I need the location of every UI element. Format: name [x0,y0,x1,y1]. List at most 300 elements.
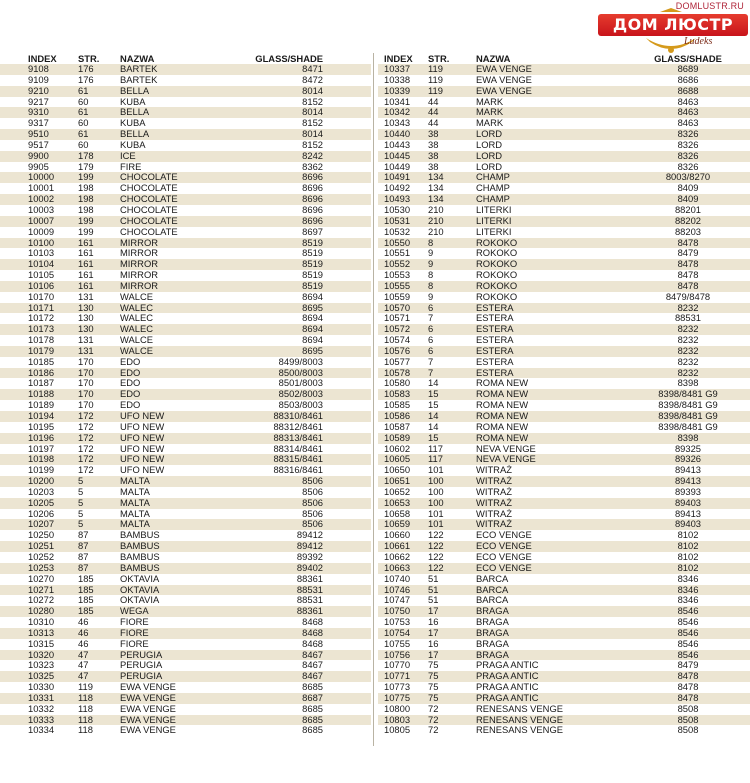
cell-index: 10771 [378,671,428,682]
cell-str: 5 [78,476,120,487]
header-index: INDEX [378,53,428,64]
cell-str: 44 [428,118,476,129]
cell-nazwa: CHOCOLATE [120,216,238,227]
table-row [378,725,750,736]
table-row [378,378,750,389]
cell-index: 10172 [0,313,78,324]
cell-glass: 8479/8478 [626,292,750,303]
table-row [0,238,371,249]
cell-nazwa: BARTEK [120,75,238,86]
cell-nazwa: ESTERA [476,346,626,357]
cell-str: 75 [428,671,476,682]
cell-nazwa: RENESANS VENGE [476,704,626,715]
table-row [0,574,371,585]
cell-str: 134 [428,172,476,183]
cell-glass: 8326 [626,140,750,151]
cell-nazwa: BELLA [120,107,238,118]
table-header-row [378,53,750,64]
cell-str: 17 [428,606,476,617]
table-row [378,64,750,75]
cell-index: 10272 [0,595,78,606]
table-row [0,595,371,606]
cell-index: 10602 [378,444,428,455]
cell-nazwa: ROMA NEW [476,378,626,389]
cell-index: 10337 [378,64,428,75]
cell-str: 8 [428,238,476,249]
cell-str: 9 [428,292,476,303]
cell-str: 47 [78,660,120,671]
cell-glass: 8003/8270 [626,172,750,183]
cell-glass: 8519 [238,238,371,249]
table-row [378,162,750,173]
cell-str: 51 [428,574,476,585]
cell-index: 10103 [0,248,78,259]
brand-name: ДОМ ЛЮСТР [598,14,748,36]
cell-index: 10207 [0,519,78,530]
cell-nazwa: BARCA [476,585,626,596]
cell-nazwa: UFO NEW [120,422,238,433]
header-glass: GLASS/SHADE [626,53,750,64]
cell-nazwa: OKTAVIA [120,595,238,606]
cell-nazwa: ROKOKO [476,281,626,292]
table-row [0,498,371,509]
cell-index: 10747 [378,595,428,606]
table-row [378,628,750,639]
table-row [0,205,371,216]
cell-str: 130 [78,313,120,324]
cell-nazwa: NEVA VENGE [476,444,626,455]
cell-index: 10605 [378,454,428,465]
table-row [0,585,371,596]
cell-str: 87 [78,563,120,574]
cell-index: 10170 [0,292,78,303]
cell-str: 172 [78,433,120,444]
cell-nazwa: ROMA NEW [476,433,626,444]
cell-str: 131 [78,346,120,357]
cell-nazwa: MALTA [120,509,238,520]
cell-str: 170 [78,389,120,400]
table-row [378,194,750,205]
cell-nazwa: ESTERA [476,324,626,335]
cell-glass: 8519 [238,281,371,292]
cell-index: 9108 [0,64,78,75]
cell-index: 10576 [378,346,428,357]
cell-str: 100 [428,498,476,509]
cell-glass: 8232 [626,303,750,314]
table-row [378,574,750,585]
table-row [378,530,750,541]
cell-glass: 8508 [626,715,750,726]
cell-str: 5 [78,498,120,509]
table-row [378,487,750,498]
cell-str: 119 [428,75,476,86]
cell-nazwa: WITRAŻ [476,476,626,487]
cell-nazwa: CHOCOLATE [120,227,238,238]
cell-glass: 88531 [238,585,371,596]
table-row [378,281,750,292]
cell-index: 10195 [0,422,78,433]
cell-nazwa: ECO VENGE [476,552,626,563]
cell-index: 10106 [0,281,78,292]
cell-nazwa: ECO VENGE [476,530,626,541]
cell-nazwa: BARTEK [120,64,238,75]
cell-str: 118 [78,715,120,726]
cell-nazwa: MARK [476,97,626,108]
cell-glass: 8508 [626,704,750,715]
cell-nazwa: CHAMP [476,183,626,194]
table-row [0,368,371,379]
cell-str: 122 [428,541,476,552]
cell-nazwa: WALEC [120,324,238,335]
cell-glass: 8695 [238,346,371,357]
cell-index: 10572 [378,324,428,335]
cell-str: 122 [428,530,476,541]
cell-glass: 8014 [238,86,371,97]
table-row [378,227,750,238]
cell-str: 122 [428,563,476,574]
cell-index: 10577 [378,357,428,368]
table-row [378,541,750,552]
cell-glass: 8409 [626,183,750,194]
cell-index: 10555 [378,281,428,292]
cell-nazwa: PRAGA ANTIC [476,682,626,693]
cell-nazwa: BAMBUS [120,541,238,552]
cell-str: 172 [78,422,120,433]
cell-glass: 8479 [626,248,750,259]
cell-index: 10660 [378,530,428,541]
cell-glass: 8152 [238,118,371,129]
cell-index: 10196 [0,433,78,444]
table-row [378,519,750,530]
cell-glass: 8346 [626,574,750,585]
cell-str: 179 [78,162,120,173]
cell-index: 10750 [378,606,428,617]
cell-index: 10007 [0,216,78,227]
table-row [378,411,750,422]
cell-glass: 8685 [238,704,371,715]
cell-index: 10803 [378,715,428,726]
cell-index: 10333 [0,715,78,726]
cell-nazwa: KUBA [120,118,238,129]
table-row [0,650,371,661]
cell-str: 61 [78,107,120,118]
cell-str: 117 [428,444,476,455]
cell-str: 5 [78,519,120,530]
cell-glass: 89413 [626,465,750,476]
table-row [0,628,371,639]
cell-nazwa: ESTERA [476,357,626,368]
cell-nazwa: MARK [476,118,626,129]
table-row [378,660,750,671]
table-row [378,86,750,97]
cell-nazwa: MALTA [120,519,238,530]
cell-index: 10754 [378,628,428,639]
cell-str: 198 [78,183,120,194]
table-row [378,585,750,596]
table-row [0,660,371,671]
table-row [0,172,371,183]
cell-glass: 8409 [626,194,750,205]
cell-index: 10552 [378,259,428,270]
table-row [378,75,750,86]
table-row [0,281,371,292]
cell-nazwa: WEGA [120,606,238,617]
cell-nazwa: BAMBUS [120,530,238,541]
table-row [0,270,371,281]
cell-index: 10009 [0,227,78,238]
cell-str: 134 [428,183,476,194]
cell-glass: 8685 [238,715,371,726]
cell-index: 10310 [0,617,78,628]
cell-glass: 8232 [626,357,750,368]
cell-index: 10252 [0,552,78,563]
table-row [0,704,371,715]
cell-nazwa: EDO [120,400,238,411]
table-row [378,97,750,108]
table-row [378,552,750,563]
cell-glass: 8398/8481 G9 [626,389,750,400]
table-row [378,270,750,281]
cell-glass: 88201 [626,205,750,216]
cell-index: 10178 [0,335,78,346]
cell-nazwa: CHAMP [476,172,626,183]
cell-index: 10313 [0,628,78,639]
cell-index: 10331 [0,693,78,704]
cell-str: 14 [428,411,476,422]
table-row [378,476,750,487]
cell-glass: 8694 [238,292,371,303]
table-row [0,411,371,422]
cell-nazwa: ESTERA [476,303,626,314]
cell-glass: 8688 [626,86,750,97]
catalog-table-right [378,53,750,736]
table-row [0,140,371,151]
table-row [378,303,750,314]
cell-glass: 88202 [626,216,750,227]
table-row [0,682,371,693]
cell-index: 10493 [378,194,428,205]
cell-str: 119 [428,86,476,97]
cell-nazwa: EWA VENGE [476,75,626,86]
table-row [0,444,371,455]
cell-index: 10003 [0,205,78,216]
cell-glass: 8478 [626,259,750,270]
cell-str: 130 [78,324,120,335]
header-str: STR. [428,53,476,64]
cell-nazwa: MALTA [120,476,238,487]
cell-glass: 8102 [626,541,750,552]
cell-index: 10661 [378,541,428,552]
cell-index: 9310 [0,107,78,118]
cell-nazwa: LITERKI [476,205,626,216]
cell-index: 10746 [378,585,428,596]
cell-glass: 8546 [626,606,750,617]
cell-glass: 8467 [238,671,371,682]
cell-index: 10330 [0,682,78,693]
cell-nazwa: RENESANS VENGE [476,725,626,736]
cell-nazwa: EDO [120,378,238,389]
table-row [378,205,750,216]
cell-nazwa: PRAGA ANTIC [476,671,626,682]
cell-index: 10651 [378,476,428,487]
table-row [378,704,750,715]
cell-glass: 89402 [238,563,371,574]
cell-str: 122 [428,552,476,563]
cell-index: 10658 [378,509,428,520]
cell-str: 8 [428,281,476,292]
table-row [0,183,371,194]
cell-glass: 8694 [238,313,371,324]
cell-index: 10173 [0,324,78,335]
cell-index: 10270 [0,574,78,585]
cell-str: 185 [78,585,120,596]
cell-str: 87 [78,541,120,552]
cell-glass: 8546 [626,628,750,639]
table-row [378,606,750,617]
cell-glass: 8696 [238,194,371,205]
table-row [378,183,750,194]
cell-nazwa: LITERKI [476,216,626,227]
cell-str: 16 [428,617,476,628]
table-row [0,541,371,552]
cell-glass: 8232 [626,324,750,335]
cell-glass: 8694 [238,335,371,346]
site-url[interactable]: DOMLUSTR.RU [675,1,744,11]
table-row [378,444,750,455]
header-glass: GLASS/SHADE [238,53,371,64]
cell-str: 101 [428,519,476,530]
cell-index: 10583 [378,389,428,400]
cell-index: 10653 [378,498,428,509]
cell-nazwa: EWA VENGE [120,682,238,693]
table-row [378,389,750,400]
cell-nazwa: KUBA [120,140,238,151]
cell-nazwa: RENESANS VENGE [476,715,626,726]
cell-index: 10770 [378,660,428,671]
table-row [378,313,750,324]
cell-str: 9 [428,259,476,270]
cell-index: 10342 [378,107,428,118]
cell-nazwa: ECO VENGE [476,541,626,552]
cell-index: 10491 [378,172,428,183]
table-row [0,454,371,465]
cell-str: 75 [428,660,476,671]
cell-nazwa: OKTAVIA [120,585,238,596]
cell-glass: 88531 [626,313,750,324]
cell-index: 10253 [0,563,78,574]
cell-str: 60 [78,118,120,129]
cell-str: 6 [428,324,476,335]
cell-index: 10105 [0,270,78,281]
cell-glass: 8500/8003 [238,368,371,379]
cell-str: 178 [78,151,120,162]
table-body-left [0,64,371,736]
cell-glass: 8472 [238,75,371,86]
cell-glass: 8508 [626,725,750,736]
table-row [378,465,750,476]
table-row [0,324,371,335]
cell-glass: 88361 [238,606,371,617]
table-row [378,259,750,270]
cell-index: 9109 [0,75,78,86]
cell-str: 15 [428,400,476,411]
cell-nazwa: LORD [476,129,626,140]
cell-index: 10589 [378,433,428,444]
table-body-right [378,64,750,736]
cell-glass: 8232 [626,335,750,346]
cell-str: 44 [428,107,476,118]
table-row [378,433,750,444]
cell-nazwa: BRAGA [476,606,626,617]
cell-str: 72 [428,715,476,726]
table-row [378,140,750,151]
cell-glass: 8398/8481 G9 [626,422,750,433]
cell-glass: 8014 [238,129,371,140]
cell-nazwa: ESTERA [476,368,626,379]
cell-index: 10805 [378,725,428,736]
cell-nazwa: ESTERA [476,335,626,346]
brand-logo[interactable] [594,8,748,56]
table-row [0,97,371,108]
cell-glass: 8398 [626,378,750,389]
cell-glass: 8102 [626,530,750,541]
cell-str: 7 [428,357,476,368]
cell-glass: 8687 [238,693,371,704]
table-row [378,682,750,693]
cell-glass: 88310/8461 [238,411,371,422]
cell-str: 87 [78,530,120,541]
table-row [378,498,750,509]
cell-nazwa: EWA VENGE [120,704,238,715]
table-row [378,129,750,140]
cell-glass: 8696 [238,172,371,183]
cell-glass: 8478 [626,693,750,704]
cell-index: 10332 [0,704,78,715]
cell-nazwa: MALTA [120,487,238,498]
cell-index: 10652 [378,487,428,498]
table-row [0,75,371,86]
cell-str: 170 [78,378,120,389]
cell-str: 172 [78,444,120,455]
cell-glass: 8501/8003 [238,378,371,389]
cell-nazwa: WITRAŻ [476,465,626,476]
cell-str: 210 [428,227,476,238]
cell-str: 14 [428,422,476,433]
table-header-row [0,53,371,64]
cell-glass: 8326 [626,151,750,162]
cell-nazwa: BRAGA [476,639,626,650]
cell-nazwa: MIRROR [120,238,238,249]
cell-nazwa: ROKOKO [476,248,626,259]
cell-glass: 8232 [626,368,750,379]
table-row [0,346,371,357]
cell-glass: 8362 [238,162,371,173]
cell-str: 101 [428,509,476,520]
cell-nazwa: EWA VENGE [120,693,238,704]
cell-glass: 8467 [238,660,371,671]
cell-index: 10341 [378,97,428,108]
cell-str: 185 [78,595,120,606]
cell-str: 161 [78,259,120,270]
cell-str: 60 [78,97,120,108]
cell-nazwa: EWA VENGE [476,86,626,97]
cell-glass: 8506 [238,519,371,530]
cell-str: 6 [428,346,476,357]
cell-nazwa: KUBA [120,97,238,108]
table-row [378,216,750,227]
cell-nazwa: WALCE [120,335,238,346]
cell-index: 10553 [378,270,428,281]
